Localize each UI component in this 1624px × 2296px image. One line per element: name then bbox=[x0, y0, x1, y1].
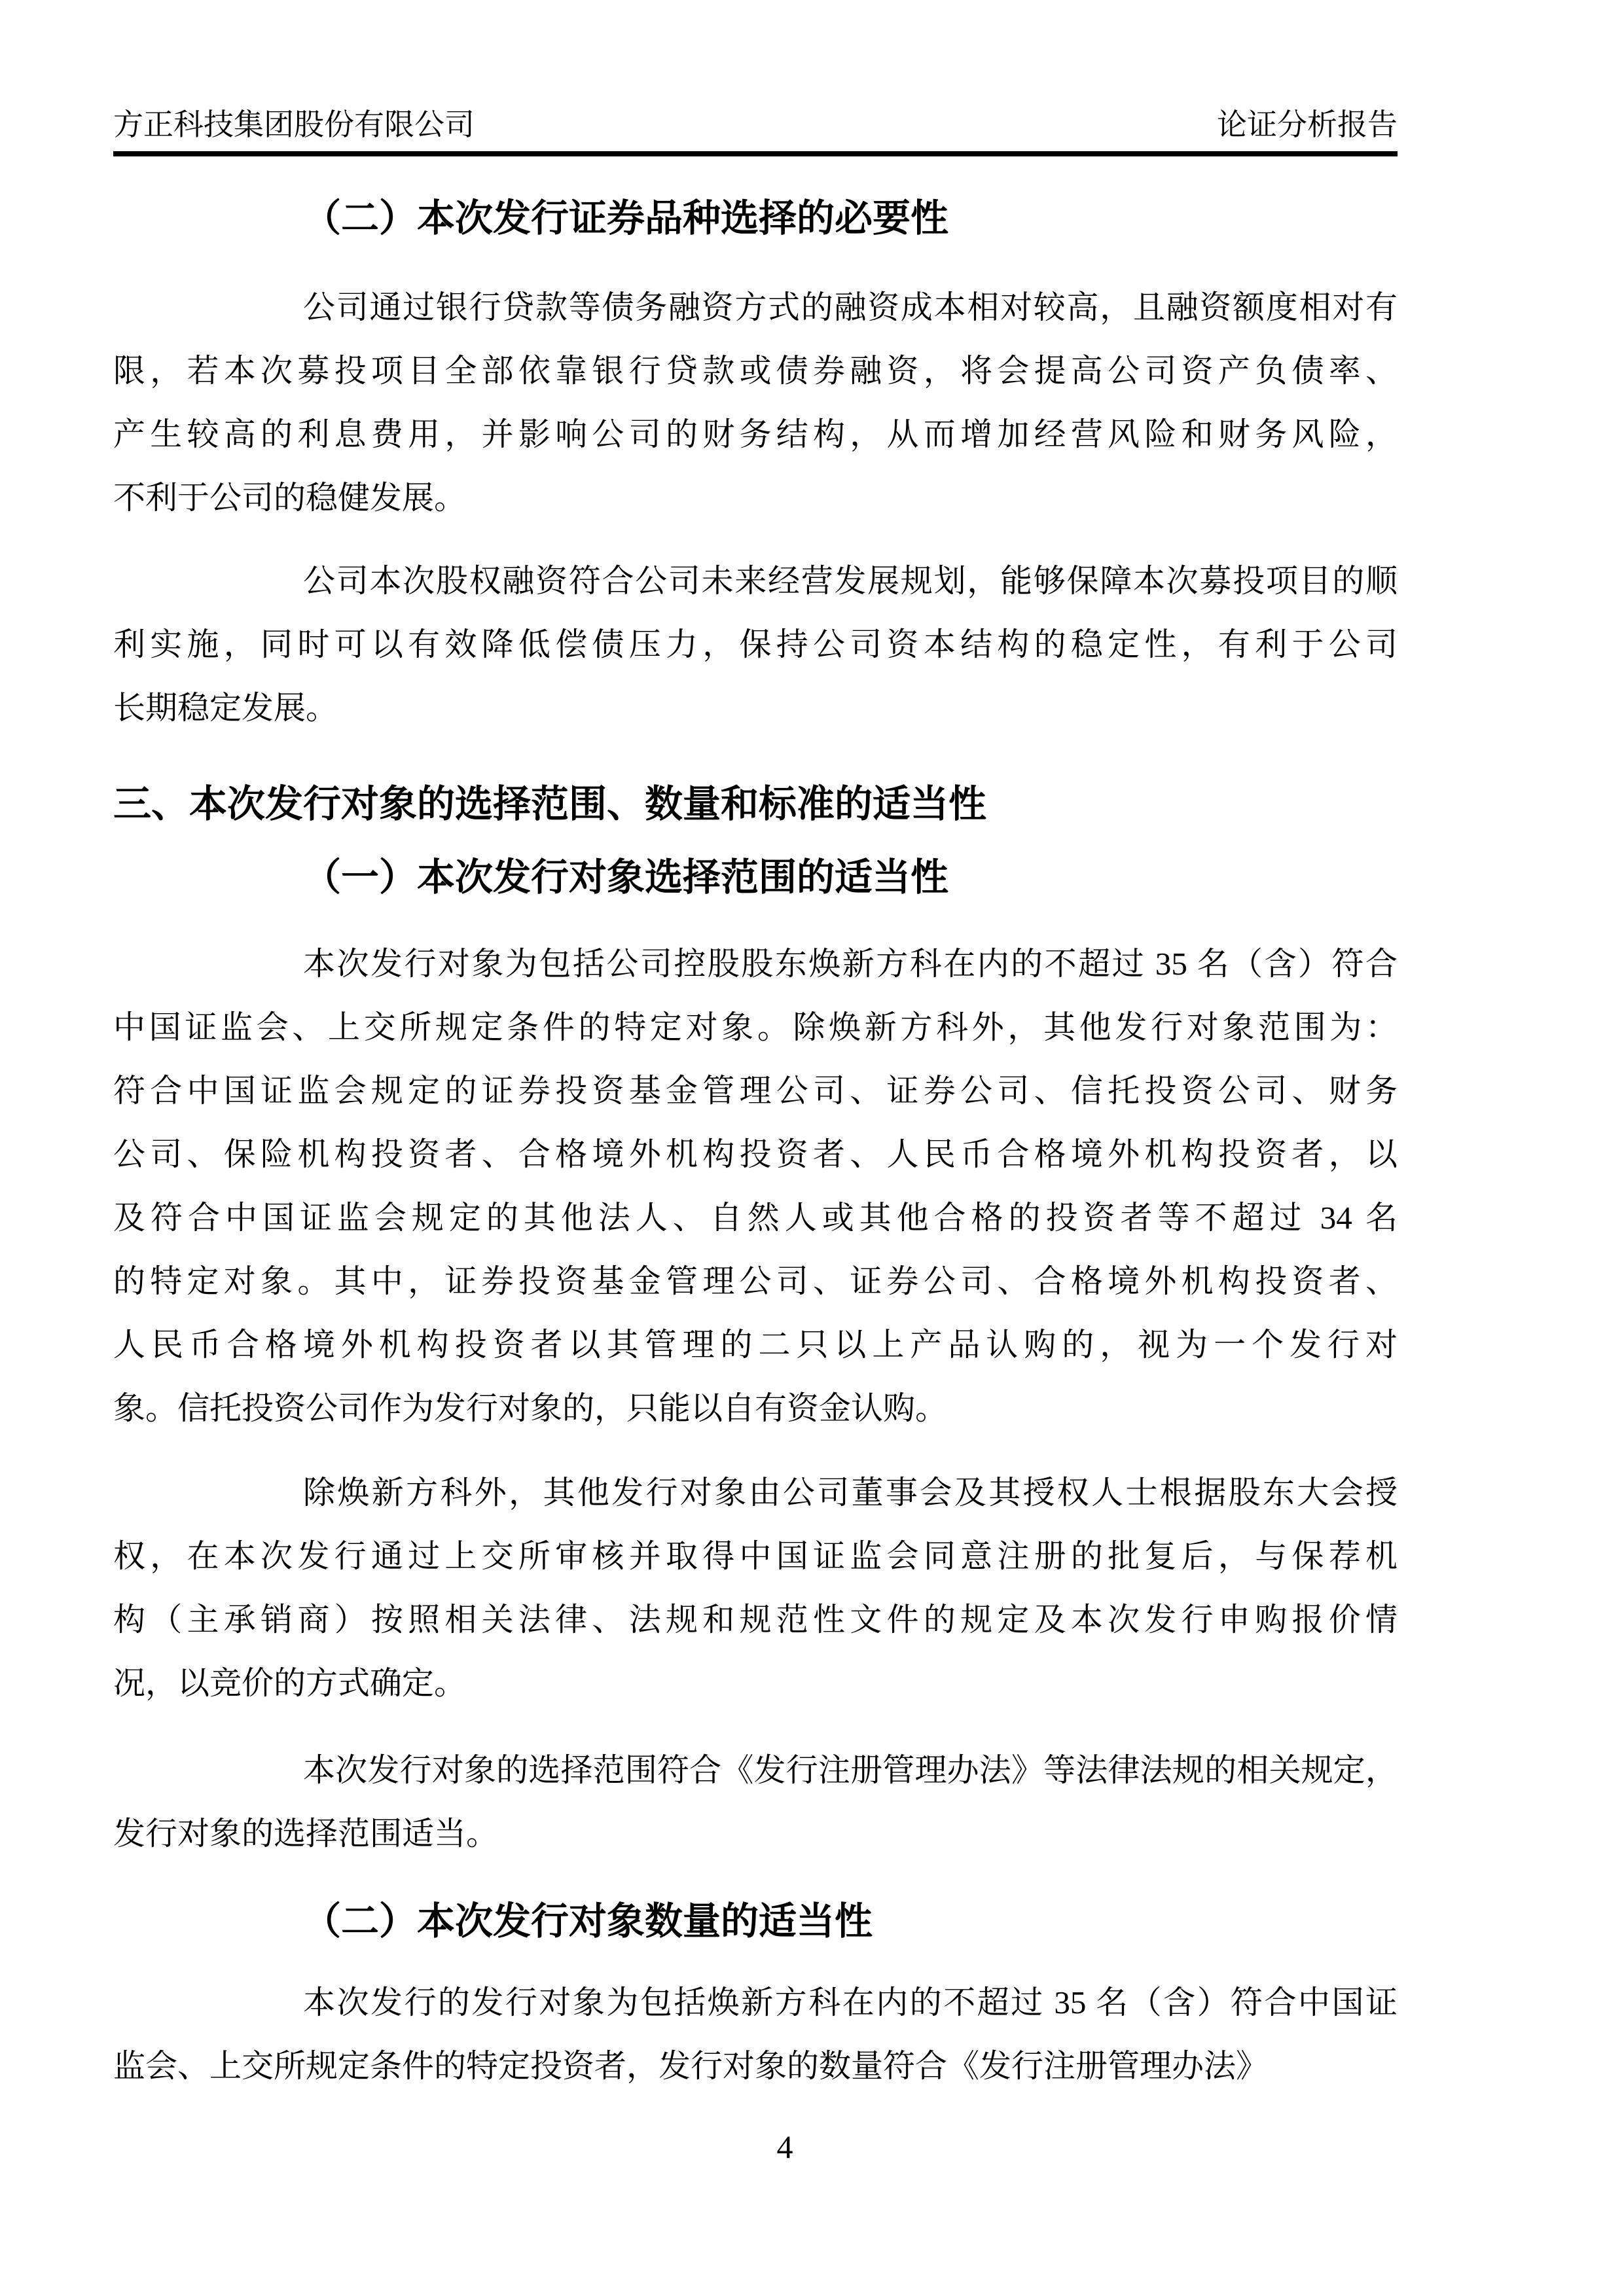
heading-security-type-necessity: （二）本次发行证券品种选择的必要性 bbox=[303, 197, 949, 240]
paragraph-debt-financing bbox=[113, 276, 1398, 529]
text-line: 中国证监会、上交所规定条件的特定对象。除焕新方科外，其他发行对象范围为： bbox=[113, 1009, 1398, 1045]
text-line: 符合中国证监会规定的证券投资基金管理公司、证券公司、信托投资公司、财务 bbox=[113, 1073, 1398, 1109]
heading-target-scope: （一）本次发行对象选择范围的适当性 bbox=[303, 856, 949, 899]
page-header bbox=[113, 108, 1398, 151]
text-line: 公司、保险机构投资者、合格境外机构投资者、人民币合格境外机构投资者，以 bbox=[113, 1136, 1398, 1172]
text-line: 除焕新方科外，其他发行对象由公司董事会及其授权人士根据股东大会授 bbox=[303, 1475, 1398, 1511]
text-line: 及符合中国证监会规定的其他法人、自然人或其他合格的投资者等不超过 34 名 bbox=[113, 1200, 1398, 1236]
text-line: 不利于公司的稳健发展。 bbox=[113, 480, 467, 516]
paragraph-scope-conclusion bbox=[113, 1738, 1398, 1865]
text-line: 构（主承销商）按照相关法律、法规和规范性文件的规定及本次发行申购报价情 bbox=[113, 1602, 1398, 1638]
paragraph-target-determination bbox=[113, 1461, 1398, 1715]
text-line: 监会、上交所规定条件的特定投资者，发行对象的数量符合《发行注册管理办法》 bbox=[113, 2048, 1269, 2084]
text-line: 本次发行的发行对象为包括焕新方科在内的不超过 35 名（含）符合中国证 bbox=[303, 1984, 1398, 2020]
text-line: 本次发行对象的选择范围符合《发行注册管理办法》等法律法规的相关规定， bbox=[303, 1752, 1398, 1788]
text-line: 长期稳定发展。 bbox=[113, 690, 338, 726]
text-line: 产生较高的利息费用，并影响公司的财务结构，从而增加经营风险和财务风险， bbox=[113, 416, 1398, 452]
heading-target-quantity: （二）本次发行对象数量的适当性 bbox=[303, 1900, 873, 1943]
text-line: 利实施，同时可以有效降低偿债压力，保持公司资本结构的稳定性，有利于公司 bbox=[113, 626, 1398, 662]
text-line: 况，以竞价的方式确定。 bbox=[113, 1665, 467, 1701]
text-line: 公司通过银行贷款等债务融资方式的融资成本相对较高，且融资额度相对有 bbox=[303, 289, 1398, 325]
header-divider bbox=[113, 151, 1398, 156]
text-line: 公司本次股权融资符合公司未来经营发展规划，能够保障本次募投项目的顺 bbox=[303, 563, 1398, 599]
text-line: 人民币合格境外机构投资者以其管理的二只以上产品认购的，视为一个发行对 bbox=[113, 1327, 1398, 1363]
page-number: 4 bbox=[776, 2128, 793, 2165]
text-line: 本次发行对象为包括公司控股股东焕新方科在内的不超过 35 名（含）符合 bbox=[303, 946, 1398, 982]
text-line: 象。信托投资公司作为发行对象的，只能以自有资金认购。 bbox=[113, 1390, 948, 1426]
paragraph-equity-financing bbox=[113, 549, 1398, 740]
paragraph-target-scope-definition bbox=[113, 932, 1398, 1440]
text-line: 限，若本次募投项目全部依靠银行贷款或债券融资，将会提高公司资产负债率、 bbox=[113, 353, 1398, 389]
header-company-name: 方正科技集团股份有限公司 bbox=[113, 108, 475, 141]
heading-chapter-three: 三、本次发行对象的选择范围、数量和标准的适当性 bbox=[113, 783, 987, 825]
text-line: 发行对象的选择范围适当。 bbox=[113, 1816, 499, 1852]
text-line: 的特定对象。其中，证券投资基金管理公司、证券公司、合格境外机构投资者、 bbox=[113, 1263, 1398, 1299]
header-report-title: 论证分析报告 bbox=[1217, 108, 1398, 141]
text-line: 权，在本次发行通过上交所审核并取得中国证监会同意注册的批复后，与保荐机 bbox=[113, 1538, 1398, 1574]
paragraph-target-quantity bbox=[113, 1971, 1398, 2098]
